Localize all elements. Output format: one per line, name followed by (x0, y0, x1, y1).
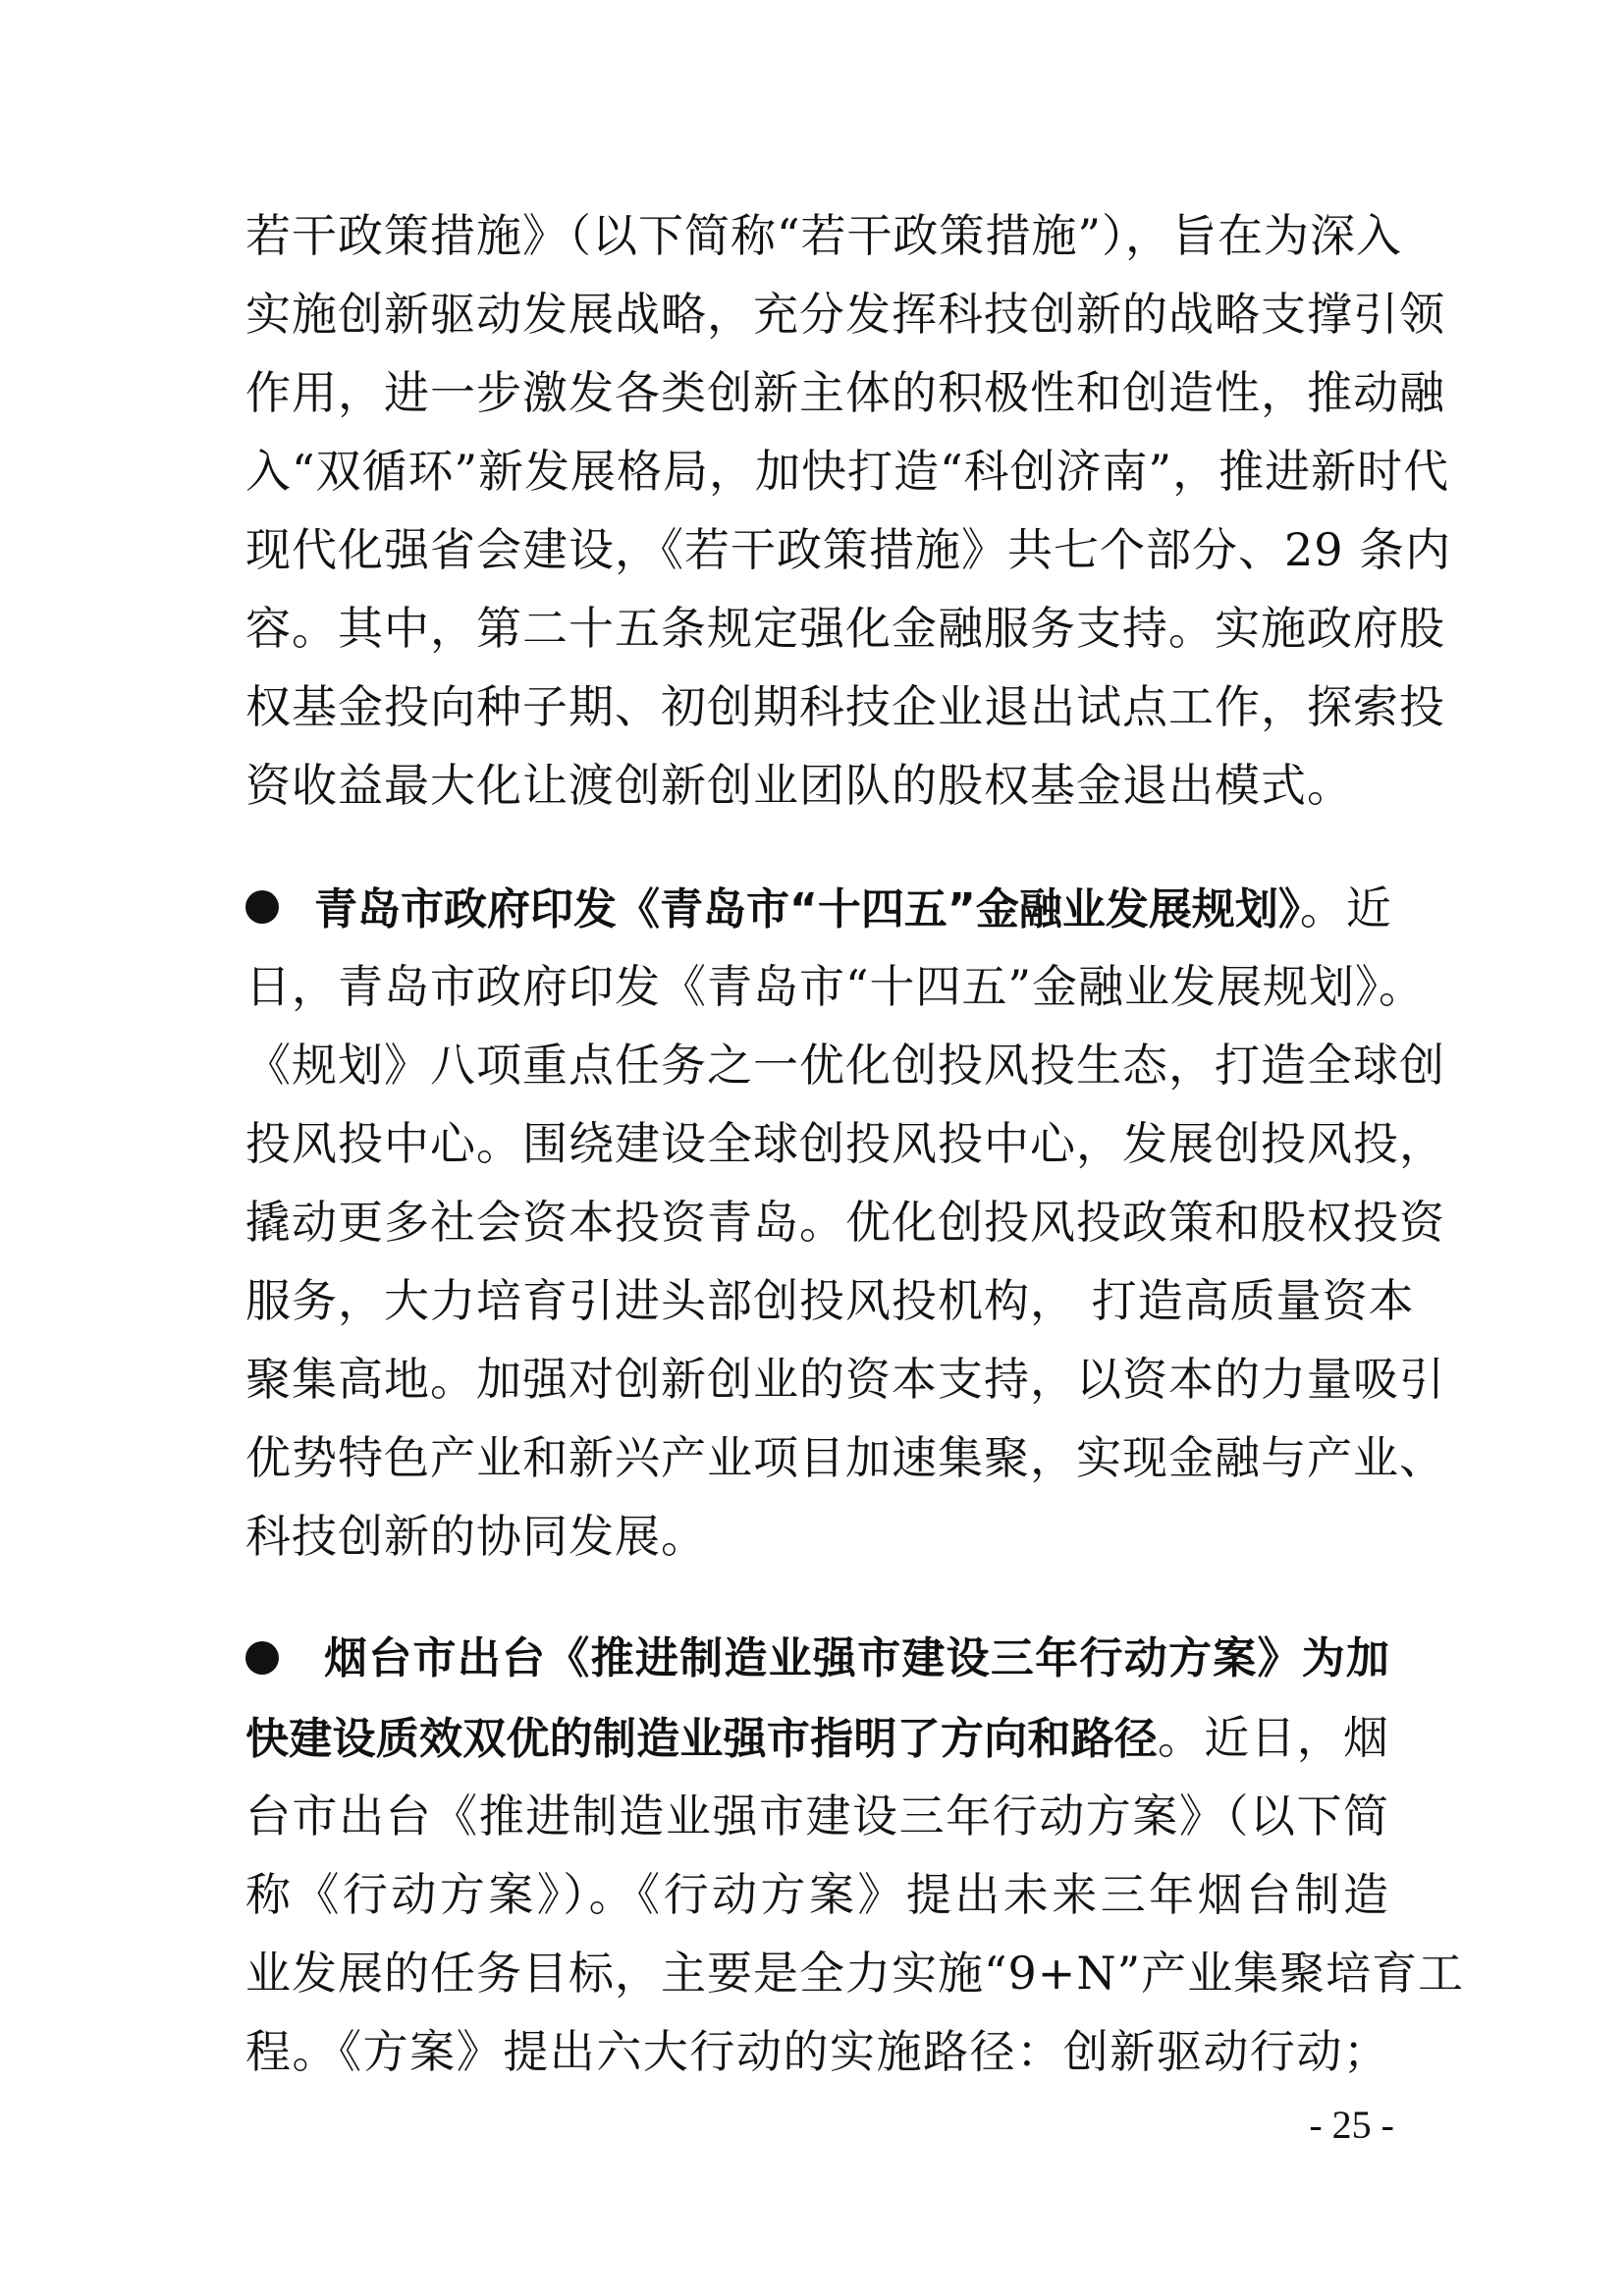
text-line: 台市出台《推进制造业强市建设三年行动方案》（以下简 (245, 1789, 1389, 1842)
text-line: 称《行动方案》）。《行动方案》提出未来三年烟台制造 (245, 1868, 1389, 1921)
text-line: 入“双循环”新发展格局，加快打造“科创济南”，推进新时代 (245, 445, 1450, 498)
heading-bold: 青岛市政府印发《青岛市“十四五”金融业发展规划》 (314, 884, 1300, 934)
bullet-icon (245, 890, 279, 924)
heading-tail: 。近 (1299, 881, 1392, 934)
text-line: 程。《方案》提出六大行动的实施路径：创新驱动行动； (245, 2025, 1389, 2078)
text-line: 作用，进一步激发各类创新主体的积极性和创造性，推动融 (245, 366, 1445, 419)
text-line: 日，青岛市政府印发《青岛市“十四五”金融业发展规划》。 (245, 960, 1426, 1013)
text-line: 实施创新驱动发展战略，充分发挥科技创新的战略支撑引领 (245, 288, 1445, 341)
heading-line (245, 1620, 1389, 1698)
text-line: 《规划》八项重点任务之一优化创投风投生态，打造全球创 (245, 1039, 1445, 1092)
heading-tail: 。近日，烟 (1158, 1711, 1390, 1764)
bullet-icon (245, 1641, 279, 1675)
text-line: 资收益最大化让渡创新创业团队的股权基金退出模式。 (245, 759, 1353, 812)
heading-bold: 快建设质效双优的制造业强市指明了方向和路径 (245, 1714, 1159, 1764)
text-line: 权基金投向种子期、初创期科技企业退出试点工作，探索投 (245, 680, 1445, 733)
heading-line (245, 869, 1392, 947)
text-line: 现代化强省会建设，《若干政策措施》共七个部分、29 条内 (245, 523, 1452, 576)
text-line: 科技创新的协同发展。 (245, 1510, 707, 1563)
page-number: - 25 - (1309, 2103, 1394, 2147)
text-line: 撬动更多社会资本投资青岛。优化创投风投政策和股权投资 (245, 1196, 1445, 1249)
text-line: 优势特色产业和新兴产业项目加速集聚，实现金融与产业、 (245, 1431, 1445, 1484)
text-line: 服务，大力培育引进头部创投风投机构， 打造高质量资本 (245, 1274, 1415, 1327)
heading-text (314, 869, 1392, 949)
text-line: 若干政策措施》（以下简称“若干政策措施”），旨在为深入 (245, 209, 1403, 262)
text-line: 投风投中心。围绕建设全球创投风投中心，发展创投风投， (245, 1117, 1445, 1170)
text-line: 容。其中，第二十五条规定强化金融服务支持。实施政府股 (245, 602, 1445, 655)
text-line: 聚集高地。加强对创新创业的资本支持，以资本的力量吸引 (245, 1353, 1445, 1406)
heading-line (245, 1698, 1389, 1777)
heading-bold: 烟台市出台《推进制造业强市建设三年行动方案》为加 (324, 1633, 1389, 1683)
text-line: 业发展的任务目标，主要是全力实施“9+N”产业集聚培育工 (245, 1947, 1465, 2000)
